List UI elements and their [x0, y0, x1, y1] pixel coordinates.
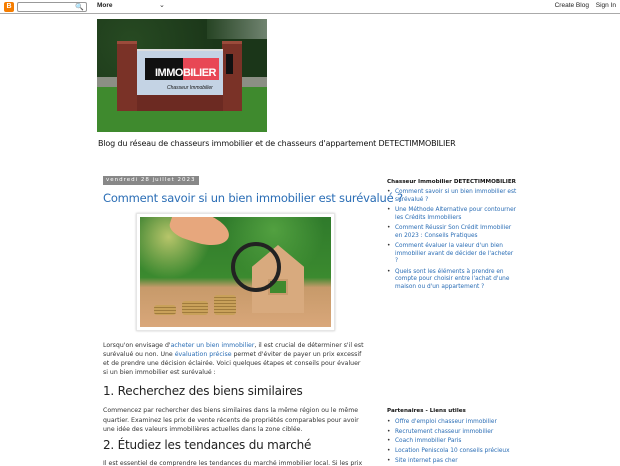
list-item	[387, 243, 517, 266]
link-evaluation-precise[interactable]: évaluation précise	[174, 351, 232, 358]
recent-post-link[interactable]: Comment Réussir Son Crédit Immobilier en 2023 : Conseils Pratiques	[395, 225, 512, 239]
section-text: Commencez par rechercher des biens similaires dans la même région ou le même quartier. Examinez les prix de vente récents de propriétés comparables pour avoir une idée des valeurs immobilières actuelles dans la zone ciblée.	[103, 407, 359, 433]
intro-text-1: Lorsqu'on envisage d'	[103, 342, 171, 349]
sign-plate	[226, 54, 233, 74]
post-image[interactable]	[136, 213, 335, 331]
section-heading: 1. Recherchez des biens similaires	[103, 384, 303, 398]
recent-post-link[interactable]: Comment savoir si un bien immobilier est surévalué ?	[395, 189, 517, 203]
chevron-down-icon[interactable]: ⌄	[159, 1, 165, 9]
intro-text-3: permet d'éviter de payer un prix excessif et de prendre une décision éclairée. Voici quelques étapes et conseils pour évaluer si un bien immobilier est surévalué :	[103, 351, 362, 376]
coin-stack-large	[214, 295, 236, 315]
header-image[interactable]	[97, 19, 267, 132]
coin-stack-small	[154, 305, 176, 315]
list-item	[387, 438, 517, 446]
post-title[interactable]: Comment savoir si un bien immobilier est surévalué ?	[103, 191, 403, 205]
sign-subtitle: Chasseur Immobilier	[167, 85, 213, 91]
recent-posts-list	[387, 189, 517, 294]
partner-link[interactable]: Coach immobilier Paris	[395, 438, 462, 445]
section-heading: 2. Étudiez les tendances du marché	[103, 438, 312, 452]
list-item	[387, 269, 517, 292]
list-item	[387, 458, 517, 466]
partner-link[interactable]: Offre d'emploi chasseur immobilier	[395, 419, 497, 425]
more-menu-button[interactable]: More	[97, 2, 113, 9]
list-item	[387, 225, 517, 240]
list-item	[387, 207, 517, 222]
partners-list	[387, 419, 517, 466]
post-date: vendredi 28 juillet 2023	[103, 176, 199, 185]
navbar-actions	[550, 2, 616, 9]
header-image-sky	[207, 19, 267, 39]
recent-post-link[interactable]: Une Méthode Alternative pour contourner les Crédits Immobiliers	[395, 207, 517, 221]
intro-text-2: , il est crucial de déterminer s'il est surévalué ou non. Une	[103, 342, 364, 358]
list-item	[387, 448, 517, 456]
list-item	[387, 429, 517, 437]
sign-logo-text: IMMOBILIER	[155, 67, 216, 79]
brick-pillar-right	[222, 41, 242, 111]
partner-link[interactable]: Recrutement chasseur immobilier	[395, 428, 494, 435]
section-text: Il est essentiel de comprendre les tendances du marché immobilier local. Si les prix	[103, 460, 363, 466]
sign-in-link[interactable]: Sign In	[595, 2, 616, 9]
coin-stack-medium	[182, 301, 208, 315]
widget-title-partners: Partenaires - Liens utiles	[387, 408, 466, 414]
brick-pillar-left	[117, 41, 137, 111]
link-acheter-bien-immobilier[interactable]: acheter un bien immobilier	[170, 342, 255, 349]
post-image-scene	[140, 217, 331, 327]
search-icon[interactable]: 🔍	[75, 3, 84, 11]
recent-post-link[interactable]: Quels sont les éléments à prendre en compte pour choisir entre l'achat d'une maison ou d'un appartement ?	[395, 268, 510, 290]
sign-board	[137, 49, 223, 95]
sign-logo	[145, 58, 219, 80]
blogger-logo-icon[interactable]: B	[4, 2, 14, 12]
recent-post-link[interactable]: Comment évaluer la valeur d'un bien immobilier avant de décider de l'acheter ?	[395, 243, 514, 264]
widget-title-recent-posts: Chasseur Immobilier DETECTIMMOBILIER	[387, 179, 516, 185]
brick-sign-base	[137, 95, 223, 111]
search-input[interactable]	[17, 2, 87, 12]
list-item	[387, 189, 517, 204]
magnifying-glass-icon	[231, 242, 281, 292]
blogger-navbar	[0, 0, 620, 14]
list-item	[387, 419, 517, 427]
post-intro	[103, 341, 365, 377]
partner-link[interactable]: Site internet pas cher	[395, 457, 458, 464]
blog-description: Blog du réseau de chasseurs immobilier et de chasseurs d'appartement DETECTIMMOBILIER	[98, 139, 456, 148]
create-blog-link[interactable]: Create Blog	[554, 2, 589, 9]
partner-link[interactable]: Location Peniscola 10 conseils précieux	[395, 448, 510, 455]
